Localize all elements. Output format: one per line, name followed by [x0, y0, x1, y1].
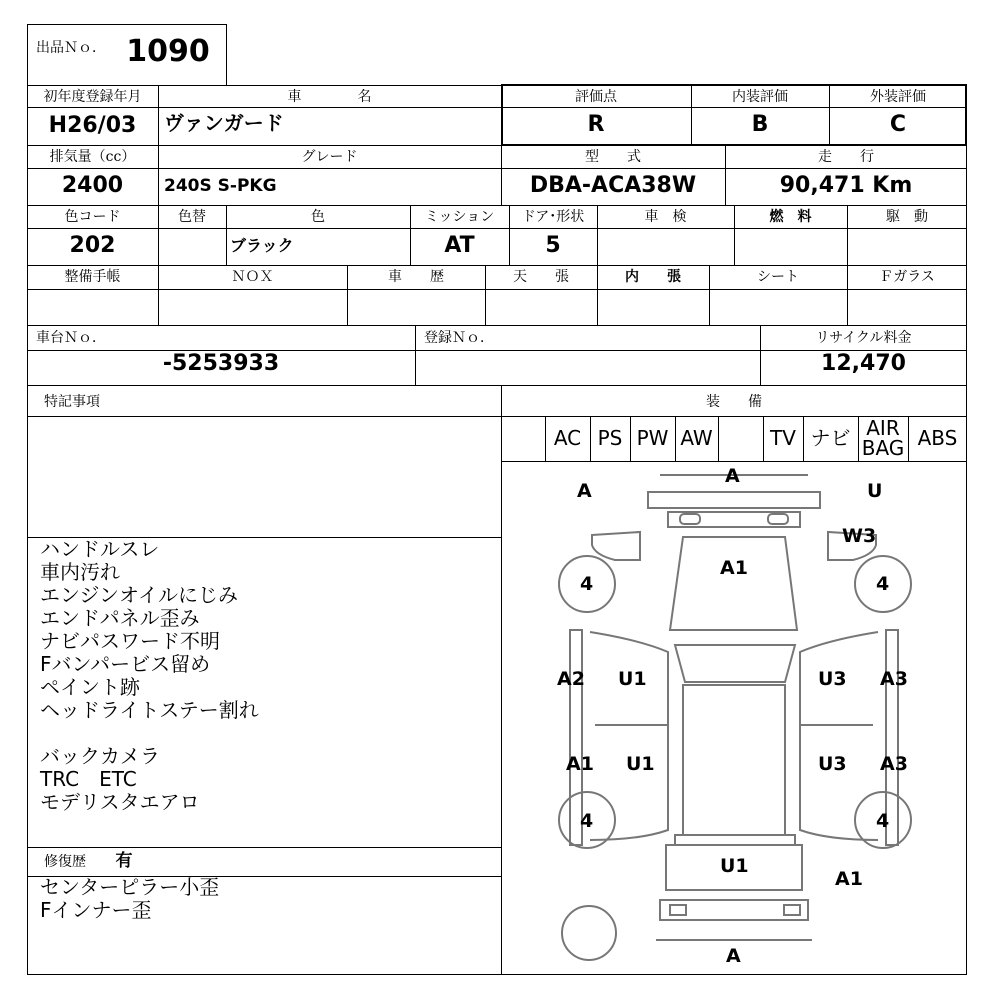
doors: 5 [545, 233, 561, 258]
exterior-label: 外装評価 [870, 89, 926, 105]
equipment-aw: AW [680, 426, 713, 450]
mileage: 90,471 Km [779, 173, 913, 198]
interior-value: B [751, 112, 769, 137]
damage-right-rear-door: U3 [818, 753, 847, 775]
drive-label: 駆 動 [886, 209, 928, 225]
history-label: 車 歴 [388, 269, 444, 285]
damage-right-front: A3 [880, 668, 908, 690]
equipment-ac: AC [553, 426, 582, 450]
damage-front-left: A [577, 480, 592, 502]
equipment-navi: ナビ [810, 426, 851, 450]
lot-number: 1090 [126, 34, 210, 69]
first-registration: H26/03 [48, 113, 137, 138]
repair-value: 有 [115, 851, 133, 871]
equipment-tv: TV [770, 426, 796, 450]
tread-rear-right: 4 [876, 810, 890, 832]
car-name: ヴァンガード [164, 111, 284, 135]
color-code-label: 色コード [64, 209, 121, 225]
nox-label: ＮＯＸ [231, 269, 274, 285]
grade-label: グレード [301, 149, 358, 165]
damage-trunk: U1 [720, 855, 749, 877]
damage-left-rear-door: U1 [626, 753, 655, 775]
year-label: 初年度登録年月 [43, 89, 142, 105]
damage-front: A [725, 465, 740, 487]
maintenance-label: 整備手帳 [64, 269, 121, 285]
door-label: ドア･形状 [521, 209, 585, 225]
fuel-label: 燃 料 [769, 209, 812, 225]
chassis-number: -5253933 [162, 351, 280, 376]
notes-text: ハンドルスレ 車内汚れ エンジンオイルにじみ エンドパネル歪み ナビパスワード不明 Fバンパービス留め ペイント跡 ヘッドライトステー割れ バックカメラ TRC ETC モデリスタエアロ [40, 537, 259, 814]
grade: 240S S-PKG [164, 176, 277, 196]
car-name-label: 車 名 [287, 89, 372, 105]
inspection-label: 車 検 [644, 209, 687, 225]
recycle-label: リサイクル料金 [815, 330, 912, 346]
damage-left-rear: A1 [566, 753, 594, 775]
interior-label: 内装評価 [732, 89, 788, 105]
damage-front-right: U [867, 480, 883, 502]
score-label: 評価点 [575, 89, 617, 105]
lot-label: 出品Ｎｏ． [36, 40, 106, 56]
mileage-label: 走 行 [818, 149, 874, 165]
equipment-pw: PW [636, 426, 669, 450]
repair-text: センターピラー小歪 Fインナー歪 [40, 875, 220, 922]
exterior-value: C [889, 112, 907, 137]
interior-trim-label: 内 張 [625, 269, 681, 285]
damage-rear: A [726, 945, 741, 967]
registration-label: 登録Ｎｏ． [424, 330, 494, 346]
repair-label: 修復歴 [44, 854, 86, 870]
notes-label: 特記事項 [44, 394, 100, 410]
equipment-airbag: AIR BAG [861, 416, 905, 460]
recycle-fee: 12,470 [821, 351, 906, 376]
displacement: 2400 [61, 173, 124, 198]
damage-left-front-door: U1 [618, 668, 647, 690]
damage-right-rear: A3 [880, 753, 908, 775]
color: ブラック [230, 236, 294, 255]
cc-label: 排気量（cc） [49, 149, 136, 165]
tread-front-left: 4 [580, 573, 594, 595]
equipment-abs: ABS [917, 426, 958, 450]
color-label: 色 [311, 209, 325, 225]
ceiling-label: 天 張 [513, 269, 569, 285]
equipment-ps: PS [597, 426, 623, 450]
damage-windshield-right: W3 [842, 525, 877, 547]
model-code: DBA-ACA38W [529, 173, 697, 198]
damage-hood: A1 [720, 557, 748, 579]
model-label: 型 式 [585, 149, 641, 165]
equipment-label: 装 備 [706, 394, 762, 410]
tread-rear-left: 4 [580, 810, 594, 832]
score-value: R [587, 112, 605, 137]
chassis-label: 車台Ｎｏ． [36, 330, 106, 346]
damage-rear-right: A1 [835, 868, 863, 890]
glass-label: Ｆガラス [879, 269, 935, 285]
damage-right-front-door: U3 [818, 668, 847, 690]
repaint-label: 色替 [178, 209, 206, 225]
mission-label: ミッション [424, 209, 495, 225]
color-code: 202 [69, 233, 116, 258]
mission: AT [444, 233, 475, 258]
damage-left-front: A2 [557, 668, 585, 690]
tread-front-right: 4 [876, 573, 890, 595]
seat-label: シート [757, 269, 799, 285]
